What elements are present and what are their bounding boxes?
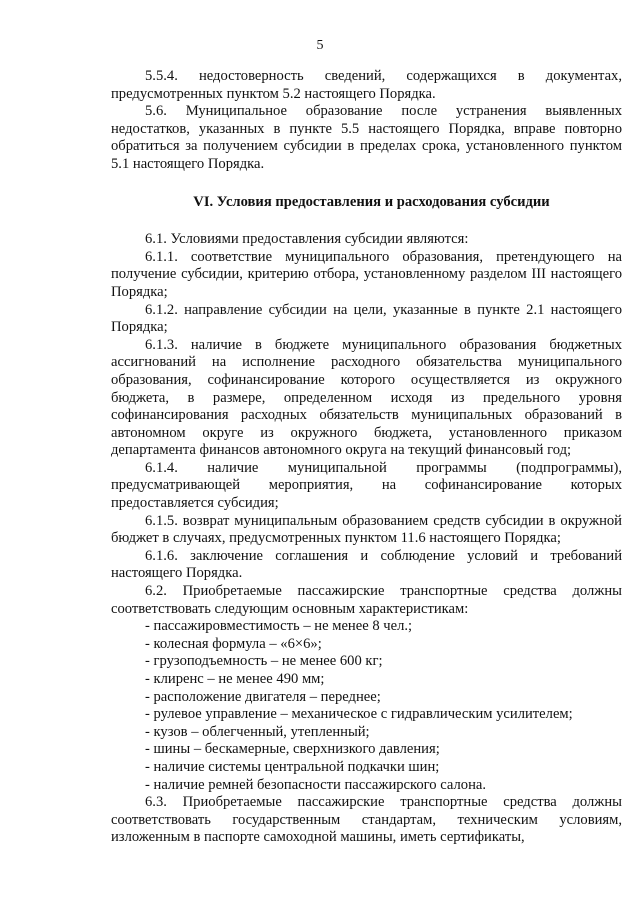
paragraph-6-1-6: 6.1.6. заключение соглашения и соблюдение условий и требований настоящего Порядка. (111, 547, 622, 582)
paragraph-6-1-5: 6.1.5. возврат муниципальным образованием средств субсидии в окружной бюджет в случаях, предусмотренных пунктом 11.6 настоящего Порядка; (111, 512, 622, 547)
section-title: VI. Условия предоставления и расходования субсидии (193, 193, 550, 210)
list-item: - рулевое управление – механическое с гидравлическим усилителем; (145, 706, 573, 723)
list-item: - грузоподъемность – не менее 600 кг; (145, 653, 383, 670)
paragraph-6-1-2: 6.1.2. направление субсидии на цели, указанные в пункте 2.1 настоящего Порядка; (111, 301, 622, 336)
list-item: - наличие системы центральной подкачки шин; (145, 758, 440, 775)
paragraph-6-1-3: 6.1.3. наличие в бюджете муниципального образования бюджетных ассигнований на исполнение расходного обязательства муниципального образования, софинансирование которого осуществляется из окружного бюджета, в размере, определенном исходя из предельного уровня софинансирования расходных обязательств муниципальных образований в автономном округе из окружного бюджета, установленного приказом департамента финансов автономного округа на текущий финансовый год; (111, 336, 622, 459)
paragraph-5-5-4: 5.5.4. недостоверность сведений, содержащихся в документах, предусмотренных пунктом 5.2 настоящего Порядка. (111, 68, 622, 102)
paragraph-6-1-1: 6.1.1. соответствие муниципального образования, претендующего на получение субсидии, критерию отбора, установленному разделом III настоящего Порядка; (111, 248, 622, 300)
paragraph-6-1: 6.1. Условиями предоставления субсидии являются: (145, 231, 469, 248)
list-item: - шины – бескамерные, сверхнизкого давления; (145, 741, 440, 758)
document-body (111, 68, 622, 847)
page-number: 5 (316, 38, 324, 53)
paragraph-5-6: 5.6. Муниципальное образование после устранения выявленных недостатков, указанных в пункте 5.5 настоящего Порядка, вправе повторно обратиться за получением субсидии в пределах срока, установленного пунктом 5.1 настоящего Порядка. (111, 103, 622, 172)
paragraph-6-3: 6.3. Приобретаемые пассажирские транспортные средства должны соответствовать государственным стандартам, техническим условиям, изложенным в паспорте самоходной машины, иметь сертификаты, (111, 794, 622, 846)
list-item: - расположение двигателя – переднее; (145, 688, 381, 705)
list-item: - клиренс – не менее 490 мм; (145, 671, 325, 687)
list-item: - пассажировместимость – не менее 8 чел.; (145, 618, 413, 635)
paragraph-6-1-4: 6.1.4. наличие муниципальной программы (подпрограммы), предусматривающей мероприятия, на софинансирование которых предоставляется субсидия; (111, 459, 622, 512)
list-item: - кузов – облегченный, утепленный; (145, 723, 370, 740)
list-item: - наличие ремней безопасности пассажирского салона. (145, 776, 487, 793)
paragraph-6-2: 6.2. Приобретаемые пассажирские транспортные средства должны соответствовать следующим основным характеристикам: (111, 583, 622, 617)
list-item: - колесная формула – «6×6»; (145, 635, 322, 652)
